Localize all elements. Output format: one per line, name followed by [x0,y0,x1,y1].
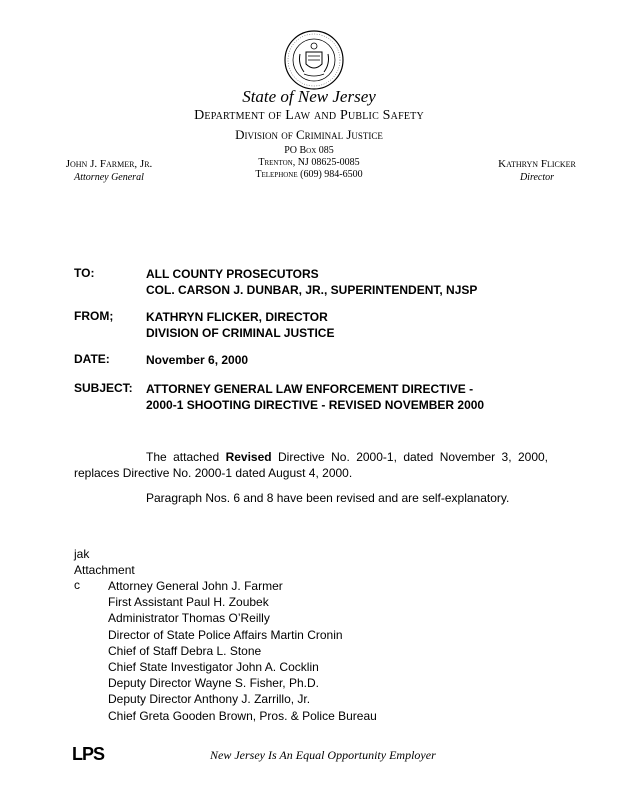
lps-logo: LPS [72,744,105,764]
attorney-general-name: John J. Farmer, Jr. [65,158,153,170]
subject-label: SUBJECT: [74,381,133,395]
subject-value [146,381,484,413]
from-line: DIVISION OF CRIMINAL JUSTICE [146,326,335,340]
attorney-general-title: Attorney General [74,172,144,183]
date-value: November 6, 2000 [146,353,249,367]
from-line: KATHRYN FLICKER, DIRECTOR [146,310,328,324]
cc-marker: c [74,578,80,592]
cc-list [108,578,377,724]
footer-tagline: New Jersey Is An Equal Opportunity Employer [210,748,436,762]
from-label: FROM; [74,309,114,323]
cc-item: Administrator Thomas O’Reilly [108,611,270,626]
telephone: Telephone (609) 984-6500 [255,169,363,180]
subject-line: 2000-1 SHOOTING DIRECTIVE - REVISED NOVEMBER 2000 [146,398,485,412]
body-paragraph-2: Paragraph Nos. 6 and 8 have been revised and are self-explanatory. [146,491,510,505]
director-name: Kathryn Flicker [498,158,576,170]
body-paragraph-1: The attached Revised Directive No. 2000-1, dated November 3, 2000, replaces Directive No. 2000-1 dated August 4, 2000. [74,450,548,480]
director-title: Director [519,172,555,183]
po-box: PO Box 085 [284,145,334,156]
cc-item: Attorney General John J. Farmer [108,579,283,593]
revised-emphasis: Revised [225,450,272,464]
closing-block [74,546,135,578]
subject-line: ATTORNEY GENERAL LAW ENFORCEMENT DIRECTIVE - [146,382,474,396]
from-value [146,309,334,341]
attachment-note: Attachment [74,563,135,577]
to-line: ALL COUNTY PROSECUTORS [146,267,319,281]
letterhead-state: State of New Jersey [242,87,376,106]
state-seal-icon [284,30,344,90]
cc-item: Deputy Director Anthony J. Zarrillo, Jr. [108,692,311,707]
to-value [146,266,477,298]
to-line: COL. CARSON J. DUNBAR, JR., SUPERINTENDENT, NJSP [146,283,478,297]
city: Trenton, NJ 08625-0085 [258,157,360,168]
cc-item: First Assistant Paul H. Zoubek [108,595,269,610]
cc-item: Deputy Director Wayne S. Fisher, Ph.D. [108,676,319,691]
cc-item: Chief of Staff Debra L. Stone [108,643,262,658]
letterhead-department: Department of Law and Public Safety [194,108,424,123]
to-label: TO: [74,266,95,280]
date-label: DATE: [74,352,110,366]
cc-item: Director of State Police Affairs Martin Cronin [108,627,343,642]
cc-item: Chief State Investigator John A. Cocklin [108,660,319,675]
typist-initials: jak [74,547,90,561]
cc-item: Chief Greta Gooden Brown, Pros. & Police Bureau [108,708,377,723]
letterhead-division: Division of Criminal Justice [235,127,383,142]
